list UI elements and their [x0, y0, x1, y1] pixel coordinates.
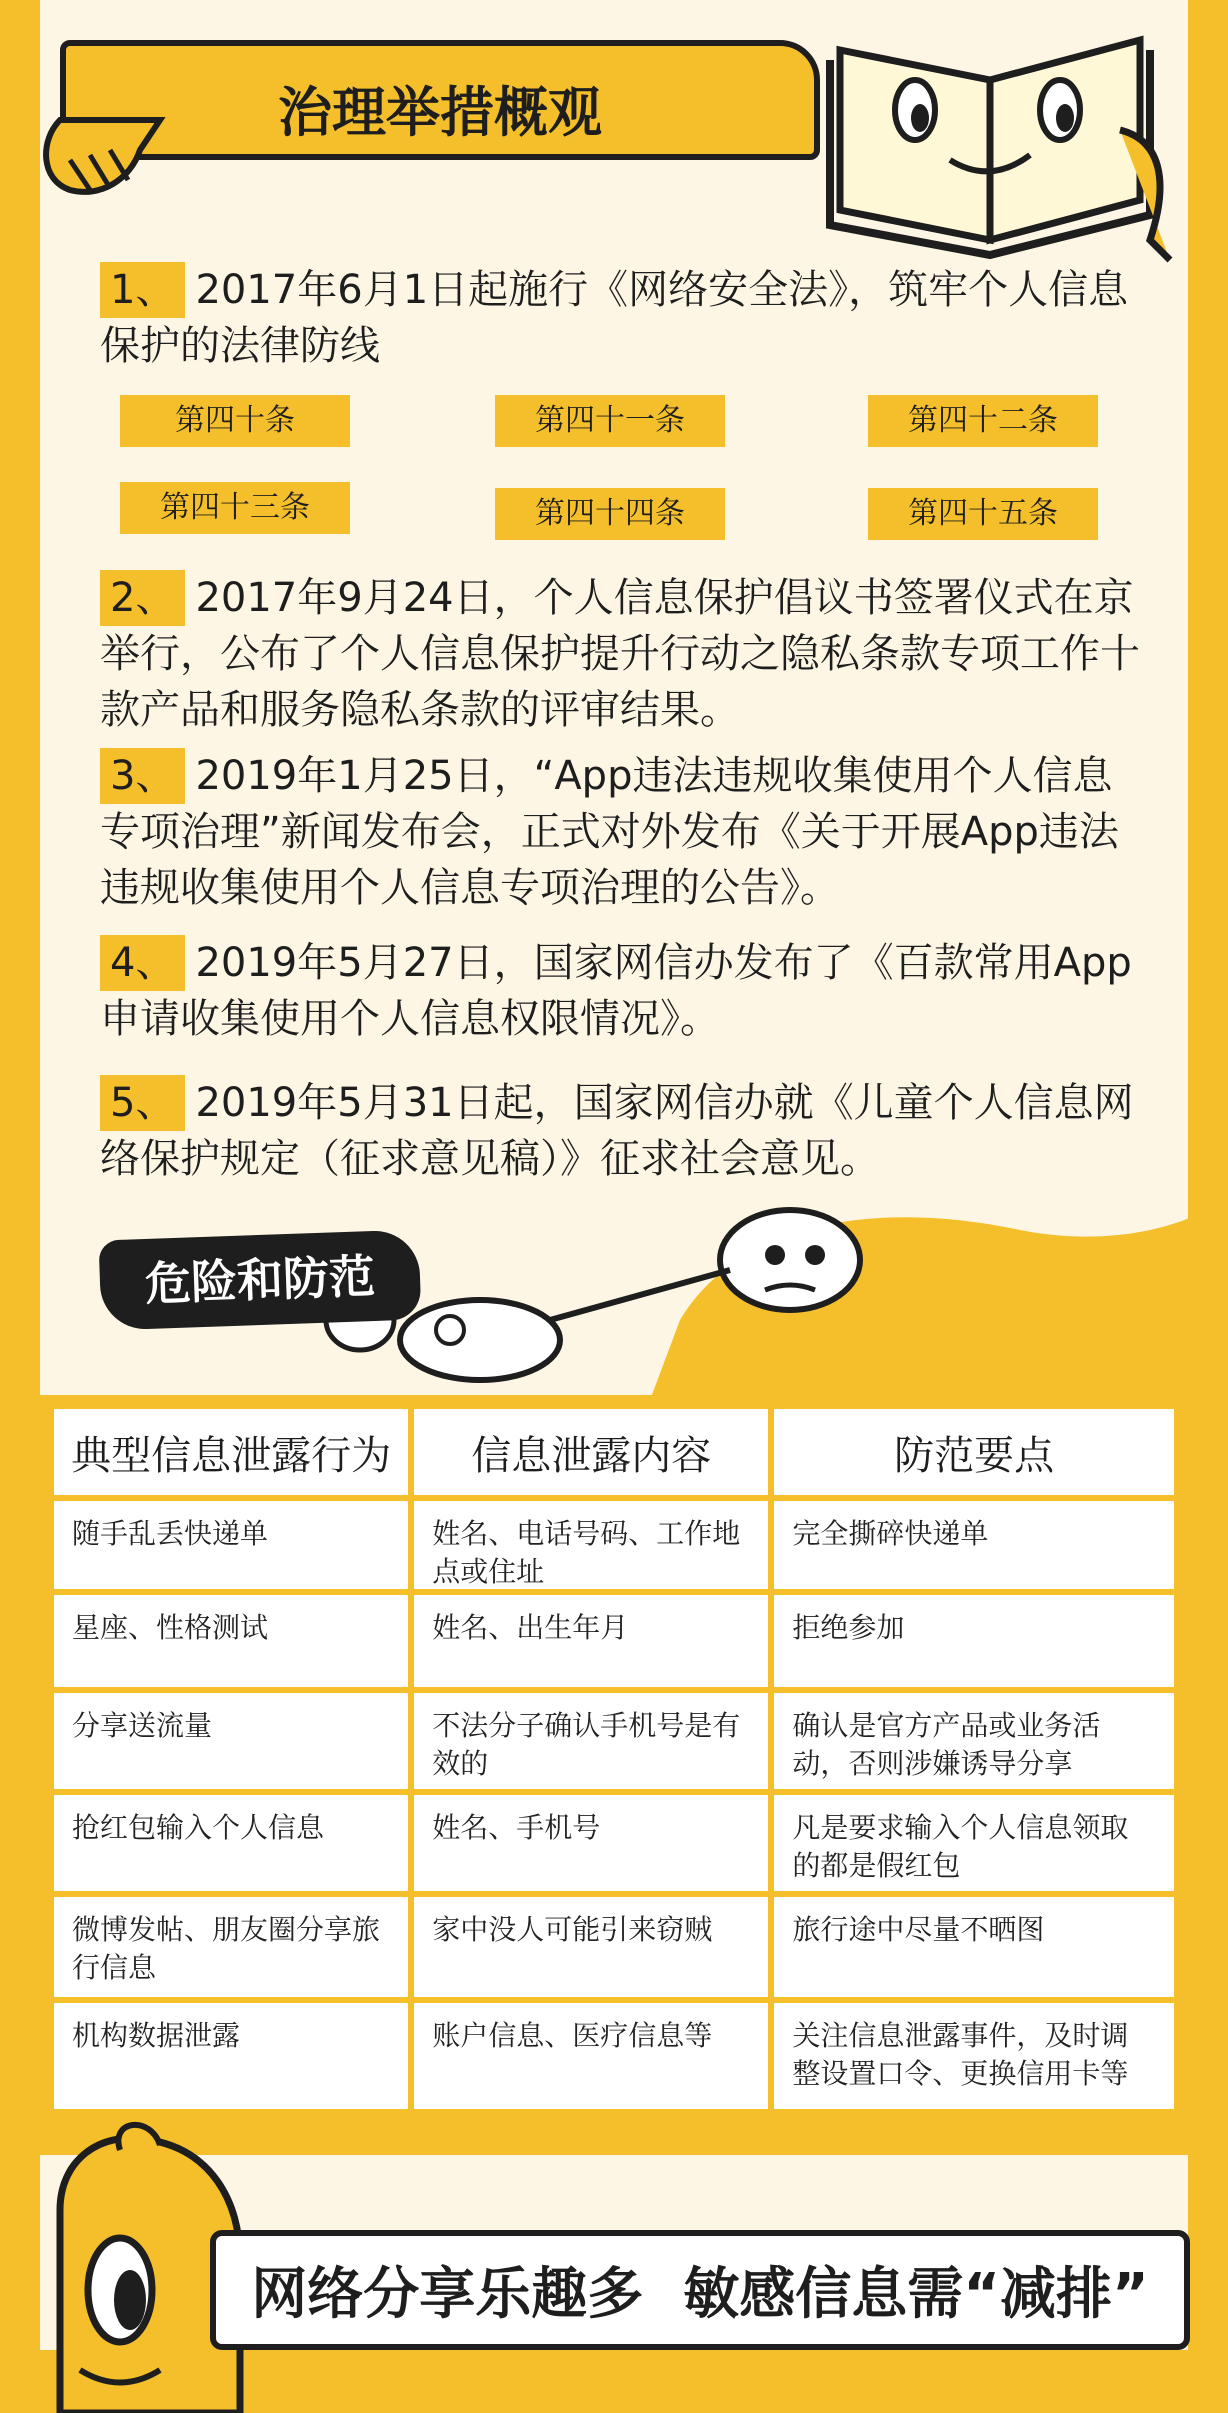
article-tag-42: 第四十二条 [868, 395, 1098, 447]
measure-text: 2017年6月1日起施行《网络安全法》，筑牢个人信息保护的法律防线 [100, 267, 1129, 369]
table-cell: 微博发帖、朋友圈分享旅行信息 [54, 1897, 408, 1997]
measure-number: 3、 [100, 748, 185, 804]
table-cell: 拒绝参加 [774, 1595, 1174, 1687]
measure-text: 2019年5月27日，国家网信办发布了《百款常用App申请收集使用个人信息权限情况》。 [100, 940, 1132, 1042]
table-cell: 确认是官方产品或业务活动，否则涉嫌诱导分享 [774, 1693, 1174, 1789]
book-mascot-icon [820, 10, 1180, 270]
column-header: 信息泄露内容 [414, 1409, 768, 1495]
hand-illustration-icon [40, 110, 180, 200]
section-title-danger: 危险和防范 [99, 1229, 422, 1330]
measure-item-2 [100, 570, 1140, 738]
table-cell: 星座、性格测试 [54, 1595, 408, 1687]
left-border [0, 0, 40, 2413]
table-header [54, 1409, 1174, 1495]
table-row [54, 2003, 1174, 2109]
table-cell: 不法分子确认手机号是有效的 [414, 1693, 768, 1789]
measure-item-3 [100, 748, 1140, 916]
slogan-bar [210, 2230, 1190, 2350]
table-row [54, 1897, 1174, 1997]
column-header: 防范要点 [774, 1409, 1174, 1495]
table-cell: 完全撕碎快递单 [774, 1501, 1174, 1589]
page-title: 治理举措概观 [278, 81, 602, 144]
slogan-left: 网络分享乐趣多 [251, 2262, 644, 2327]
measure-number: 5、 [100, 1075, 185, 1131]
table-cell: 随手乱丢快递单 [54, 1501, 408, 1589]
measure-number: 1、 [100, 262, 185, 318]
article-tag-44: 第四十四条 [495, 488, 725, 540]
article-tag-43: 第四十三条 [120, 482, 350, 534]
table-row [54, 1501, 1174, 1589]
table-row [54, 1595, 1174, 1687]
measure-text: 2019年1月25日，“App违法违规收集使用个人信息专项治理”新闻发布会，正式对外发布《关于开展App违法违规收集使用个人信息专项治理的公告》。 [100, 753, 1119, 911]
article-tag-45: 第四十五条 [868, 488, 1098, 540]
table-cell: 机构数据泄露 [54, 2003, 408, 2109]
measure-item-4 [100, 935, 1140, 1047]
table-row [54, 1693, 1174, 1789]
table-cell: 姓名、出生年月 [414, 1595, 768, 1687]
measure-number: 4、 [100, 935, 185, 991]
table-cell: 抢红包输入个人信息 [54, 1795, 408, 1891]
article-tag-41: 第四十一条 [495, 395, 725, 447]
leak-table [40, 1395, 1188, 2155]
column-header: 典型信息泄露行为 [54, 1409, 408, 1495]
table-cell: 凡是要求输入个人信息领取的都是假红包 [774, 1795, 1174, 1891]
table-cell: 账户信息、医疗信息等 [414, 2003, 768, 2109]
creatures-illustration-icon [320, 1180, 1220, 1400]
table-cell: 家中没人可能引来窃贼 [414, 1897, 768, 1997]
table-cell: 分享送流量 [54, 1693, 408, 1789]
table-cell: 姓名、手机号 [414, 1795, 768, 1891]
article-tag-40: 第四十条 [120, 395, 350, 447]
table-cell: 姓名、电话号码、工作地点或住址 [414, 1501, 768, 1589]
measure-text: 2019年5月31日起，国家网信办就《儿童个人信息网络保护规定（征求意见稿）》征求社会意见。 [100, 1080, 1134, 1182]
measure-text: 2017年9月24日，个人信息保护倡议书签署仪式在京举行，公布了个人信息保护提升行动之隐私条款专项工作十款产品和服务隐私条款的评审结果。 [100, 575, 1140, 733]
table-row [54, 1795, 1174, 1891]
slogan-right: 敏感信息需“减排” [683, 2262, 1149, 2327]
measure-number: 2、 [100, 570, 185, 626]
table-cell: 关注信息泄露事件，及时调整设置口令、更换信用卡等 [774, 2003, 1174, 2109]
measure-item-5 [100, 1075, 1140, 1187]
table-cell: 旅行途中尽量不晒图 [774, 1897, 1174, 1997]
measure-item-1 [100, 262, 1140, 374]
